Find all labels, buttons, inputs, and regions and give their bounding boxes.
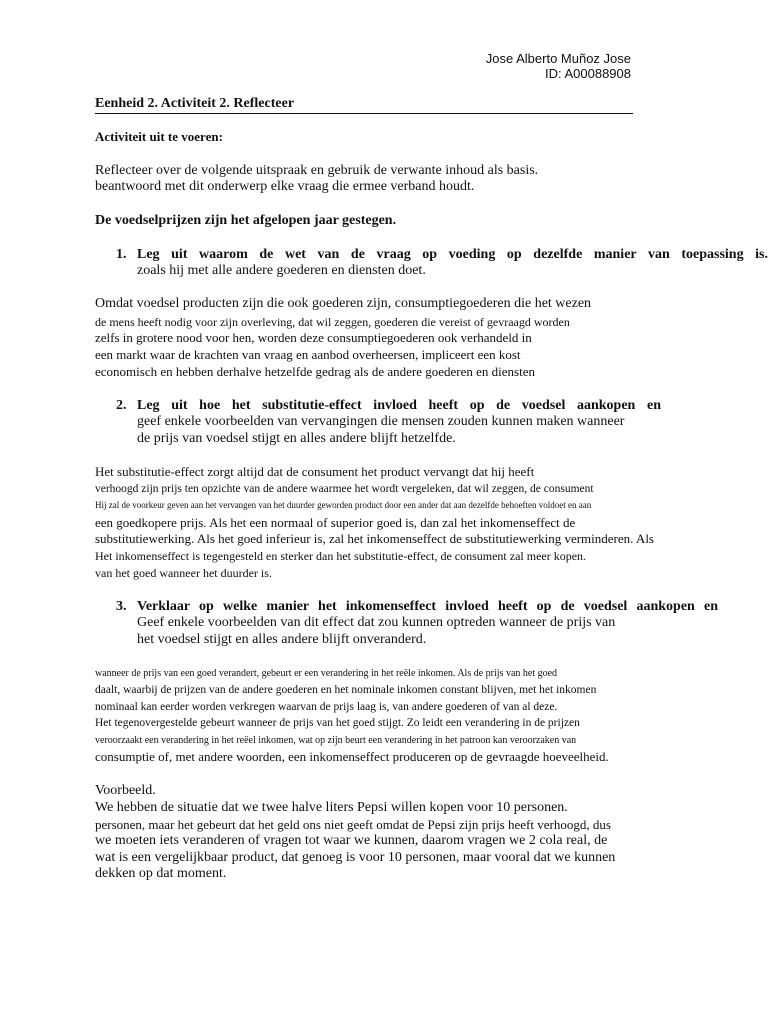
example-heading: Voorbeeld. <box>95 783 156 798</box>
answer-1-line: economisch en hebben derhalve hetzelfde gedrag als de andere goederen en diensten <box>95 364 535 379</box>
answer-3-line: consumptie of, met andere woorden, een inkomenseffect produceren op de gevraagde hoeveelheid. <box>95 749 609 764</box>
question-1-number: 1. <box>116 247 127 262</box>
example-line: We hebben de situatie dat we twee halve liters Pepsi willen kopen voor 10 personen. <box>95 800 568 815</box>
intro-line: Reflecteer over de volgende uitspraak en gebruik de verwante inhoud als basis. <box>95 163 539 178</box>
question-2-line: Leg uit hoe het substitutie-effect invloed heeft op de voedsel aankopen en <box>137 398 661 413</box>
question-2-line: de prijs van voedsel stijgt en alles andere blijft hetzelfde. <box>137 431 456 446</box>
document-title: Eenheid 2. Activiteit 2. Reflecteer <box>95 96 633 114</box>
answer-2-line: verhoogd zijn prijs ten opzichte van de andere waarmee het wordt vergeleken, dat wil zeggen, de consument <box>95 483 594 495</box>
answer-1-line: de mens heeft nodig voor zijn overleving, dat wil zeggen, goederen die vereist of gevraagd worden <box>95 315 570 329</box>
example-line: personen, maar het gebeurt dat het geld ons niet geeft omdat de Pepsi zijn prijs heeft verhoogd, dus <box>95 817 611 832</box>
answer-2-line: Hij zal de voorkeur geven aan het vervangen van het duurder geworden product door een ander dat aan dezelfde behoeften voldoet en aan <box>95 500 592 510</box>
question-3-line: Geef enkele voorbeelden van dit effect dat zou kunnen optreden wanneer de prijs van <box>137 615 616 630</box>
example-line: we moeten iets veranderen of vragen tot waar we kunnen, daarom vragen we 2 cola real, de <box>95 833 608 848</box>
answer-3-line: wanneer de prijs van een goed verandert, gebeurt er een verandering in het reële inkomen. Als de prijs van het goed <box>95 668 558 679</box>
answer-2-line: van het goed wanneer het duurder is. <box>95 566 272 580</box>
answer-1-line: zelfs in grotere nood voor hen, worden deze consumptiegoederen ook verhandeld in <box>95 330 532 345</box>
question-1-line: Leg uit waarom de wet van de vraag op voeding op dezelfde manier van toepassing is. <box>137 247 768 262</box>
example-line: wat is een vergelijkbaar product, dat genoeg is voor 10 personen, maar vooral dat we kunnen <box>95 850 616 865</box>
answer-1-line: Omdat voedsel producten zijn die ook goederen zijn, consumptiegoederen die het wezen <box>95 296 592 311</box>
answer-2-line: Het inkomenseffect is tegengesteld en sterker dan het substitutie-effect, de consument zal meer kopen. <box>95 549 587 563</box>
activity-label: Activiteit uit te voeren: <box>95 129 223 144</box>
author-name: Jose Alberto Muñoz Jose <box>485 51 631 66</box>
question-2-number: 2. <box>116 398 127 413</box>
question-3-line: het voedsel stijgt en alles andere blijft onveranderd. <box>137 632 427 647</box>
answer-2-line: een goedkopere prijs. Als het een normaal of superior goed is, dan zal het inkomenseffect de <box>95 515 576 530</box>
intro-line: beantwoord met dit onderwerp elke vraag die ermee verband houdt. <box>95 179 475 194</box>
answer-3-line: daalt, waarbij de prijzen van de andere goederen en het nominale inkomen constant blijven, met het inkomen <box>95 684 597 696</box>
answer-3-line: veroorzaakt een verandering in het reëel inkomen, wat op zijn beurt een verandering in het patroon kan veroorzaken van <box>95 735 577 746</box>
answer-3-line: Het tegenovergestelde gebeurt wanneer de prijs van het goed stijgt. Zo leidt een verandering in de prijzen <box>95 717 580 729</box>
example-line: dekken op dat moment. <box>95 866 227 881</box>
question-2-line: geef enkele voorbeelden van vervangingen die mensen zouden kunnen maken wanneer <box>137 414 625 429</box>
answer-2-line: substitutiewerking. Als het goed inferieur is, zal het inkomenseffect de substitutiewerking verminderen. Als <box>95 531 654 546</box>
answer-3-line: nominaal kan eerder worden verkregen waarvan de prijs laag is, van andere goederen of van al deze. <box>95 701 558 713</box>
question-3-number: 3. <box>116 599 127 614</box>
answer-1-line: een markt waar de krachten van vraag en aanbod overheersen, impliceert een kost <box>95 347 521 362</box>
question-1-line: zoals hij met alle andere goederen en diensten doet. <box>137 263 426 278</box>
student-id: ID: A00088908 <box>544 66 631 81</box>
question-3-line: Verklaar op welke manier het inkomenseffect invloed heeft op de voedsel aankopen en <box>137 599 718 614</box>
statement: De voedselprijzen zijn het afgelopen jaar gestegen. <box>95 213 397 228</box>
answer-2-line: Het substitutie-effect zorgt altijd dat de consument het product vervangt dat hij heeft <box>95 464 535 479</box>
